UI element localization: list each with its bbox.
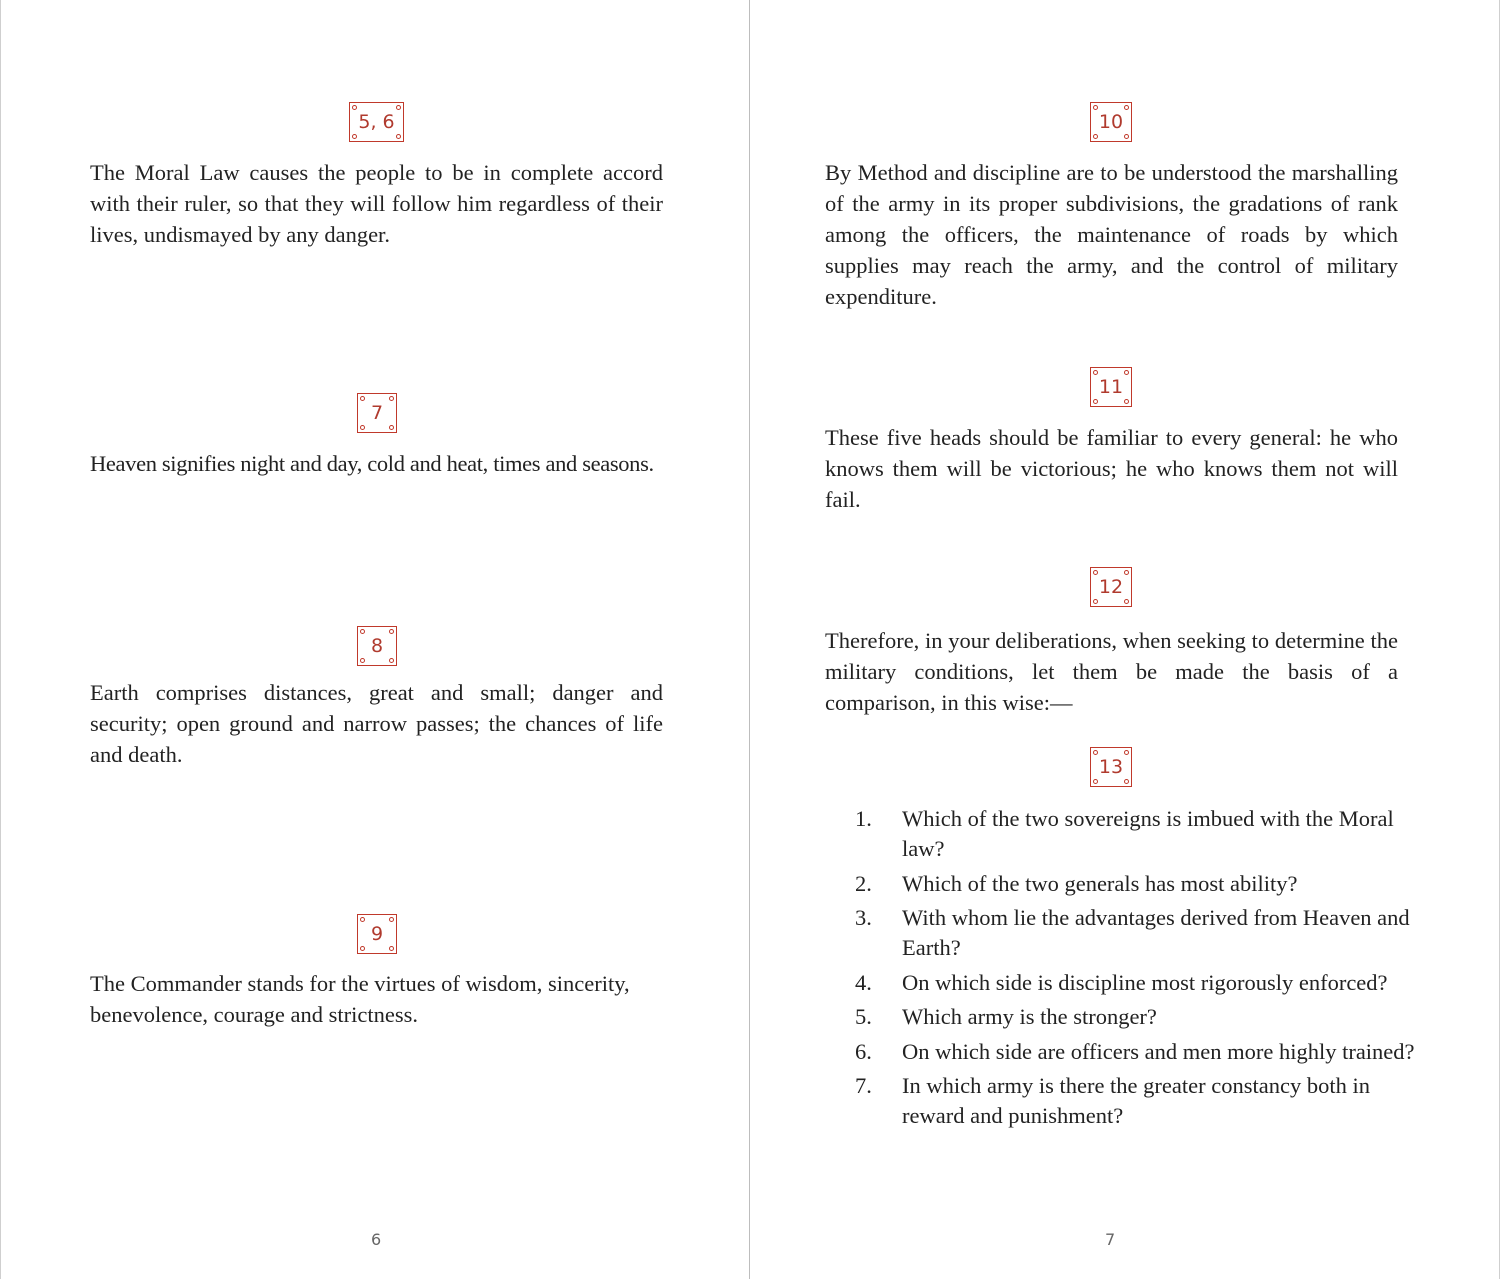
section-marker-11 (1090, 367, 1132, 407)
section-number: 11 (1098, 376, 1124, 398)
list-number: 6. (855, 1038, 872, 1064)
section-number: 8 (370, 635, 384, 657)
page-number: 7 (1105, 1230, 1116, 1249)
section-number: 13 (1098, 756, 1124, 778)
paragraph-9: The Commander stands for the virtues of wisdom, sincerity, benevolence, courage and strictness. (90, 971, 630, 1027)
list-number: 2. (855, 870, 872, 896)
section-marker-7 (357, 393, 397, 433)
list-number: 4. (855, 969, 872, 995)
paragraph-11: These five heads should be familiar to every general: he who knows them will be victorious; he who knows them not will fail. (825, 425, 1398, 512)
list-item (855, 903, 1415, 963)
list-number: 3. (855, 905, 872, 930)
comparison-questions (855, 804, 1415, 1136)
list-number: 1. (855, 806, 872, 831)
list-item (855, 1002, 1415, 1032)
list-text: Which army is the stronger? (902, 1004, 1157, 1029)
paragraph-8: Earth comprises distances, great and small; danger and security; open ground and narrow passes; the chances of life and death. (90, 680, 663, 767)
section-number: 9 (370, 923, 384, 945)
list-item (855, 804, 1415, 864)
paragraph-12: Therefore, in your deliberations, when seeking to determine the military conditions, let them be made the basis of a comparison, in this wise:— (825, 628, 1398, 715)
section-number: 5, 6 (358, 111, 395, 133)
section-marker-5-6 (349, 102, 404, 142)
list-number: 5. (855, 1004, 872, 1029)
section-marker-10 (1090, 102, 1132, 142)
paragraph-7: Heaven signifies night and day, cold and heat, times and seasons. (90, 451, 654, 476)
paragraph-10: By Method and discipline are to be understood the marshalling of the army in its proper subdivisions, the gradations of rank among the officers, the maintenance of roads by which supplies may reach the army, and the control of military expenditure. (825, 160, 1398, 309)
list-number: 7. (855, 1073, 872, 1098)
list-text: With whom lie the advantages derived from Heaven and Earth? (902, 905, 1410, 960)
list-text: On which side are officers and men more highly trained? (902, 1038, 1415, 1064)
list-text: Which of the two sovereigns is imbued with the Moral law? (902, 806, 1394, 861)
section-marker-12 (1090, 567, 1132, 607)
section-number: 10 (1098, 111, 1124, 133)
list-text: In which army is there the greater constancy both in reward and punishment? (902, 1073, 1370, 1128)
list-item (855, 869, 1415, 899)
section-marker-13 (1090, 747, 1132, 787)
list-item (855, 968, 1415, 998)
list-item (855, 1037, 1415, 1067)
list-item (855, 1071, 1415, 1131)
list-text: Which of the two generals has most ability? (902, 870, 1298, 896)
paragraph-5-6: The Moral Law causes the people to be in complete accord with their ruler, so that they will follow him regardless of their lives, undismayed by any danger. (90, 160, 663, 247)
page-number: 6 (371, 1230, 382, 1249)
section-number: 12 (1098, 576, 1124, 598)
section-marker-8 (357, 626, 397, 666)
section-number: 7 (370, 402, 384, 424)
left-page (0, 0, 749, 1279)
section-marker-9 (357, 914, 397, 954)
list-text: On which side is discipline most rigorously enforced? (902, 969, 1388, 995)
